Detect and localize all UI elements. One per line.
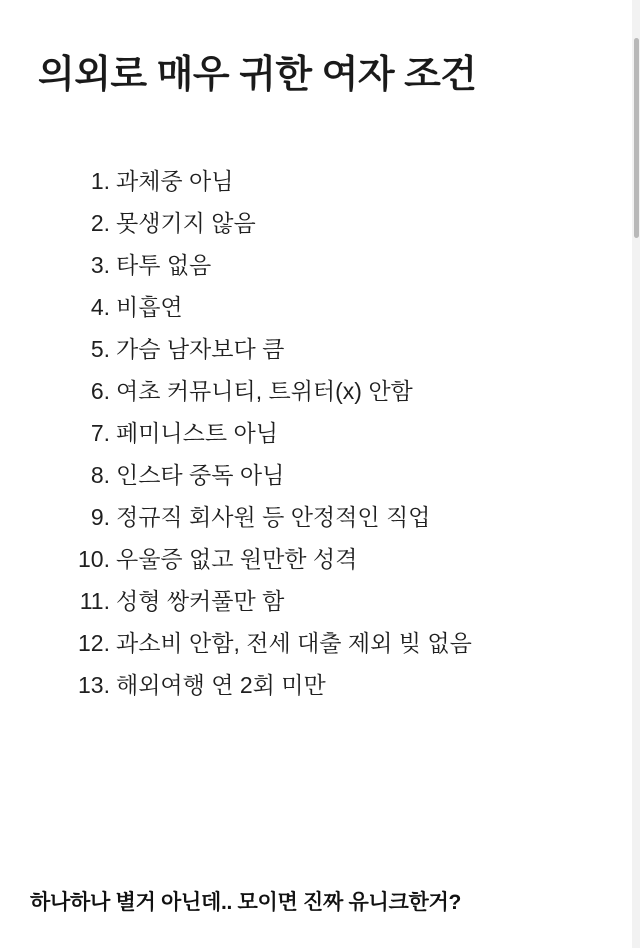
list-item-number: 5.: [90, 336, 110, 362]
scrollbar-thumb[interactable]: [634, 38, 639, 238]
list-item: [44, 538, 610, 580]
list-item-label: 가슴 남자보다 큼: [116, 336, 285, 362]
list-item-label: 해외여행 연 2회 미만: [116, 672, 326, 698]
list-item: [44, 370, 610, 412]
list-item-number: 2.: [90, 210, 110, 236]
list-item-label: 비흡연: [116, 294, 183, 320]
list-item-number: 10.: [78, 546, 110, 572]
page-title: 의외로 매우 귀한 여자 조건: [38, 54, 477, 96]
list-item-label: 과소비 안함, 전세 대출 제외 빚 없음: [116, 630, 472, 656]
list-item-label: 타투 없음: [116, 252, 212, 278]
list-item-label: 페미니스트 아님: [116, 420, 278, 446]
list-item: [44, 664, 610, 706]
list-item-label: 과체중 아님: [116, 168, 234, 194]
list-item-label: 못생기지 않음: [116, 210, 256, 236]
footer-caption: 하나하나 별거 아닌데.. 모이면 진짜 유니크한거?: [30, 891, 462, 914]
list-item-number: 3.: [90, 252, 110, 278]
list-item: [44, 328, 610, 370]
list-item-number: 11.: [79, 588, 110, 614]
list-item: [44, 202, 610, 244]
list-item: [44, 454, 610, 496]
list-item-number: 6.: [90, 378, 110, 404]
list-item-label: 성형 쌍커풀만 함: [116, 588, 285, 614]
list-item: [44, 244, 610, 286]
list-item-label: 우울증 없고 원만한 성격: [116, 546, 358, 572]
list-item: [44, 286, 610, 328]
list-item: [44, 160, 610, 202]
list-item-number: 12.: [78, 630, 110, 656]
list-item: [44, 580, 610, 622]
list-item-number: 13.: [78, 672, 110, 698]
list-item-label: 인스타 중독 아님: [116, 462, 285, 488]
list-item-label: 여초 커뮤니티, 트위터(x) 안함: [116, 378, 413, 404]
list-item-number: 8.: [90, 462, 110, 488]
list-item-number: 4.: [90, 294, 110, 320]
conditions-list: [44, 160, 610, 706]
list-item-number: 7.: [90, 420, 110, 446]
list-item-label: 정규직 회사원 등 안정적인 직업: [116, 504, 431, 530]
list-item: [44, 412, 610, 454]
list-item: [44, 496, 610, 538]
list-item: [44, 622, 610, 664]
list-item-number: 1.: [90, 168, 110, 194]
list-item-number: 9.: [90, 504, 110, 530]
